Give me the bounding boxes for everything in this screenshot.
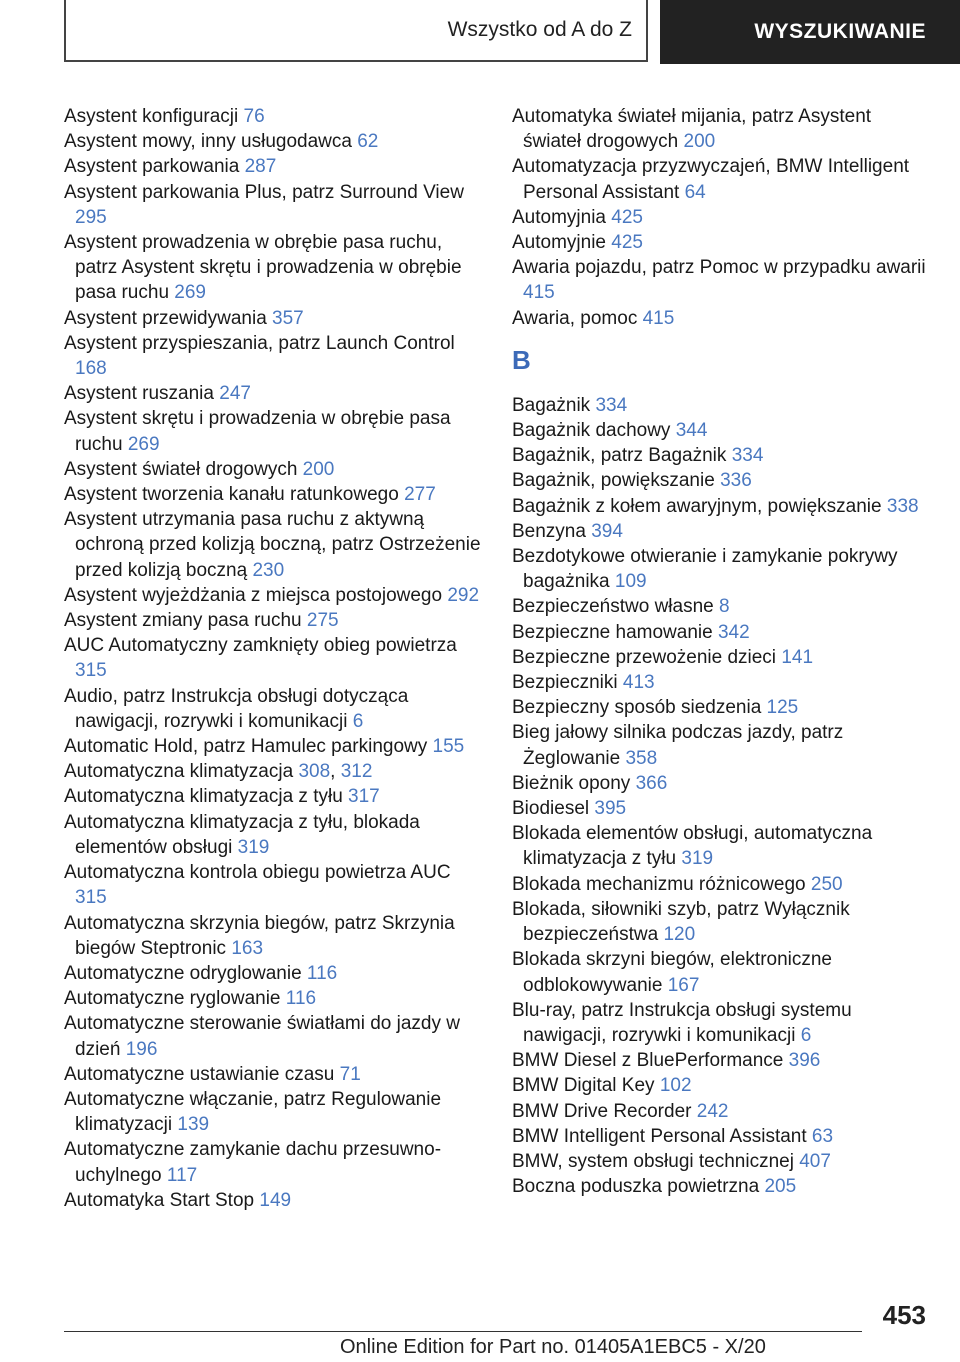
index-entry bbox=[64, 154, 482, 179]
index-entry bbox=[64, 1188, 482, 1213]
page-reference-link[interactable]: 394 bbox=[591, 520, 623, 542]
tab-section-a-z[interactable] bbox=[64, 0, 648, 62]
tab-search-label: WYSZUKIWANIE bbox=[754, 20, 926, 43]
index-entry bbox=[64, 180, 482, 230]
index-entry-label: Benzyna bbox=[512, 520, 586, 542]
page-reference-link[interactable]: 269 bbox=[174, 282, 206, 304]
index-entry-label: BMW, system obsługi technicznej bbox=[512, 1150, 794, 1172]
page-reference-link[interactable]: 319 bbox=[237, 836, 270, 858]
index-entry bbox=[64, 306, 482, 331]
index-entry-label: Awaria, pomoc bbox=[512, 307, 638, 329]
index-entry-label: Asystent mowy, inny usługodawca bbox=[64, 131, 352, 153]
index-entry-label: Bezdotykowe otwieranie i zamykanie pokrywy bagażnika bbox=[512, 546, 898, 593]
index-entry-label: Asystent parkowania bbox=[64, 156, 240, 178]
index-entry bbox=[512, 1099, 930, 1124]
index-entry bbox=[512, 494, 930, 519]
page-reference-link[interactable]: 167 bbox=[667, 974, 700, 996]
index-entry bbox=[64, 810, 482, 860]
page-reference-link[interactable]: 336 bbox=[720, 470, 752, 492]
page-reference-link[interactable]: 116 bbox=[306, 962, 338, 984]
index-entry bbox=[64, 734, 482, 759]
index-entry bbox=[64, 784, 482, 809]
page-reference-link[interactable]: 315 bbox=[75, 887, 107, 909]
page-reference-link[interactable]: 407 bbox=[799, 1150, 831, 1172]
index-entry-label: Bezpieczne hamowanie bbox=[512, 621, 713, 643]
page-reference-link[interactable]: 117 bbox=[166, 1164, 198, 1186]
index-entry bbox=[512, 104, 930, 154]
index-entry bbox=[512, 998, 930, 1048]
page-reference-link[interactable]: 357 bbox=[272, 307, 304, 329]
index-entry bbox=[512, 154, 930, 204]
index-entry bbox=[64, 1137, 482, 1187]
index-entry-label: Automatic Hold, patrz Hamulec parkingowy bbox=[64, 736, 428, 758]
page-reference-link[interactable]: 109 bbox=[614, 571, 647, 593]
page-reference-link[interactable]: 334 bbox=[595, 394, 628, 416]
page-reference-link[interactable]: 205 bbox=[764, 1176, 797, 1198]
page-reference-link[interactable]: 334 bbox=[731, 445, 764, 467]
index-entry-label: Blokada, siłowniki szyb, patrz Wyłącznik bezpieczeństwa bbox=[512, 898, 850, 946]
index-entry-label: Automatyczna klimatyzacja z tyłu, blokada elementów obsługi bbox=[64, 811, 420, 858]
index-group-a bbox=[512, 104, 930, 331]
index-entry-label: Bagażnik bbox=[512, 394, 591, 416]
page-reference-link[interactable]: 168 bbox=[75, 358, 107, 380]
index-entry-label: Automatyka świateł mijania, patrz Asystent świateł drogowych bbox=[512, 106, 872, 153]
page-reference-link[interactable]: 342 bbox=[717, 621, 750, 643]
index-entry bbox=[512, 544, 930, 594]
page-reference-link[interactable]: 396 bbox=[788, 1050, 821, 1072]
index-entry bbox=[512, 1174, 930, 1199]
index-entry bbox=[64, 608, 482, 633]
index-entry bbox=[512, 519, 930, 544]
index-entry-label: Bagażnik dachowy bbox=[512, 420, 671, 442]
page-reference-link[interactable]: 116 bbox=[285, 988, 317, 1010]
index-entry bbox=[512, 1149, 930, 1174]
page-reference-link[interactable]: 358 bbox=[625, 747, 658, 769]
tab-search-active[interactable] bbox=[660, 0, 960, 64]
index-entry-label: Automatyczne ustawianie czasu bbox=[64, 1063, 335, 1085]
page-reference-link[interactable]: 277 bbox=[404, 484, 436, 506]
page-reference-link[interactable]: 413 bbox=[622, 672, 655, 694]
index-entry bbox=[512, 306, 930, 331]
index-entry-label: Bagażnik, powiększanie bbox=[512, 470, 715, 492]
index-entry-label: Asystent zmiany pasa ruchu bbox=[64, 610, 302, 632]
index-entry-label: Audio, patrz Instrukcja obsługi dotycząca nawigacji, rozrywki i komunikacji bbox=[64, 685, 409, 732]
index-entry bbox=[64, 986, 482, 1011]
page-reference-link[interactable]: 8 bbox=[719, 596, 730, 618]
index-entry bbox=[64, 860, 482, 910]
index-entry-label: Automatyczna skrzynia biegów, patrz Skrzynia biegów Steptronic bbox=[64, 912, 455, 959]
page-header bbox=[64, 0, 960, 64]
index-entry-label: Bagażnik, patrz Bagażnik bbox=[512, 445, 727, 467]
index-entry bbox=[64, 406, 482, 456]
index-entry-label: Automatyczne zamykanie dachu przesuwno-uchylnego bbox=[64, 1139, 442, 1186]
page-reference-link[interactable]: 149 bbox=[259, 1189, 292, 1211]
index-entry bbox=[512, 796, 930, 821]
index-entry bbox=[512, 255, 930, 305]
index-entry-label: Automatyczna kontrola obiegu powietrza AUC bbox=[64, 862, 451, 884]
index-entry bbox=[512, 393, 930, 418]
index-entry-label: Automatyka Start Stop bbox=[64, 1189, 255, 1211]
index-entry bbox=[512, 1073, 930, 1098]
page-reference-link[interactable]: 247 bbox=[219, 383, 251, 405]
page-reference-link[interactable]: 308 bbox=[298, 761, 331, 783]
tab-section-label: Wszystko od A do Z bbox=[447, 18, 632, 41]
index-entry bbox=[512, 594, 930, 619]
index-entry-label: Asystent utrzymania pasa ruchu z aktywną ochroną przed kolizją boczną, patrz Ostrzeżenie przed kolizją boczną bbox=[64, 509, 481, 581]
index-entry-label: Bezpieczny sposób siedzenia bbox=[512, 697, 762, 719]
index-entry bbox=[512, 1124, 930, 1149]
index-entry bbox=[512, 897, 930, 947]
index-entry bbox=[512, 418, 930, 443]
index-entry bbox=[512, 1048, 930, 1073]
page-reference-link[interactable]: 196 bbox=[125, 1038, 158, 1060]
index-entry-label: Blokada mechanizmu różnicowego bbox=[512, 873, 806, 895]
page-reference-link[interactable]: 395 bbox=[594, 798, 627, 820]
footer-edition: Online Edition for Part no. 01405A1EBC5 - X/20 bbox=[340, 1336, 766, 1358]
page-reference-link[interactable]: 425 bbox=[611, 206, 643, 228]
page-reference-link[interactable]: 292 bbox=[447, 584, 480, 606]
index-entry-label: BMW Drive Recorder bbox=[512, 1100, 692, 1122]
page-reference-link[interactable]: 200 bbox=[683, 131, 716, 153]
index-entry-label: Asystent świateł drogowych bbox=[64, 458, 298, 480]
page-reference-link[interactable]: 71 bbox=[339, 1063, 361, 1085]
page-reference-link[interactable]: 63 bbox=[811, 1125, 834, 1147]
page-reference-link[interactable]: 250 bbox=[810, 873, 843, 895]
page-reference-link[interactable]: 64 bbox=[684, 181, 706, 203]
page-number: 453 bbox=[882, 1300, 926, 1330]
index-entry bbox=[64, 129, 482, 154]
page-reference-link[interactable]: 275 bbox=[306, 610, 339, 632]
index-entry bbox=[64, 507, 482, 583]
index-entry bbox=[64, 482, 482, 507]
section-letter-b: B bbox=[512, 344, 531, 375]
index-entry-label: Boczna poduszka powietrzna bbox=[512, 1176, 760, 1198]
index-entry bbox=[64, 104, 482, 129]
index-entry-label: Automatyzacja przyzwyczajeń, BMW Intelligent Personal Assistant bbox=[512, 156, 910, 203]
index-entry bbox=[64, 684, 482, 734]
page-reference-link[interactable]: 315 bbox=[75, 660, 107, 682]
index-entry-label: Awaria pojazdu, patrz Pomoc w przypadku awarii bbox=[512, 257, 926, 279]
index-entry-label: AUC Automatyczny zamknięty obieg powietrza bbox=[64, 635, 457, 657]
index-entry: Automatyczna klimatyzacja 308, 312 bbox=[64, 761, 373, 783]
index-entry-label: Blokada skrzyni biegów, elektroniczne odblokowywanie bbox=[512, 949, 833, 996]
index-entry-label: Asystent prowadzenia w obrębie pasa ruchu, patrz Asystent skrętu i prowadzenia w obrębie pasa ruchu bbox=[64, 232, 462, 304]
index-column-right bbox=[512, 104, 930, 1199]
index-entry bbox=[64, 1062, 482, 1087]
index-entry-label: Automyjnia bbox=[512, 206, 606, 228]
page-reference-link[interactable]: 76 bbox=[243, 106, 265, 127]
index-entry-label: Bagażnik z kołem awaryjnym, powiększanie bbox=[512, 495, 882, 517]
index-entry bbox=[64, 911, 482, 961]
index-entry bbox=[512, 821, 930, 871]
index-entry bbox=[512, 771, 930, 796]
page-reference-link[interactable]: 317 bbox=[348, 786, 380, 808]
index-entry bbox=[512, 205, 930, 230]
index-entry-label: Asystent konfiguracji bbox=[64, 106, 239, 127]
page-reference-link[interactable]: 139 bbox=[177, 1114, 210, 1136]
page-reference-link[interactable]: 141 bbox=[781, 646, 814, 668]
index-entry bbox=[512, 645, 930, 670]
index-entry bbox=[512, 872, 930, 897]
index-entry-label: Bieg jałowy silnika podczas jazdy, patrz Żeglowanie bbox=[512, 722, 844, 769]
index-entry bbox=[512, 695, 930, 720]
index-group-b bbox=[512, 393, 930, 1200]
index-entry-label: Asystent przewidywania bbox=[64, 307, 267, 329]
index-entry bbox=[512, 620, 930, 645]
index-entry-label: Bezpieczne przewożenie dzieci bbox=[512, 646, 777, 668]
index-entry bbox=[512, 947, 930, 997]
page-reference-link[interactable]: 344 bbox=[675, 420, 708, 442]
page-reference-link[interactable]: 425 bbox=[611, 232, 643, 254]
page-reference-link[interactable]: 163 bbox=[231, 937, 264, 959]
index-entry-label: Automyjnie bbox=[512, 232, 606, 254]
page-reference-link[interactable]: 6 bbox=[800, 1024, 812, 1046]
index-entry bbox=[512, 720, 930, 770]
index-entry-label: Asystent wyjeżdżania z miejsca postojowego bbox=[64, 584, 443, 606]
page-reference-link[interactable]: 338 bbox=[886, 495, 919, 517]
index-entry bbox=[512, 230, 930, 255]
index-entry-label: Automatyczna klimatyzacja z tyłu bbox=[64, 786, 343, 808]
index-entry-label: Asystent ruszania bbox=[64, 383, 214, 405]
index-entry-label: Automatyczne ryglowanie bbox=[64, 988, 281, 1010]
index-entry bbox=[512, 468, 930, 493]
index-entry bbox=[64, 633, 482, 683]
page-reference-link[interactable]: 125 bbox=[766, 697, 799, 719]
page-reference-link[interactable]: 415 bbox=[523, 282, 555, 304]
page-reference-link[interactable]: 312 bbox=[340, 761, 373, 783]
index-entry-label: BMW Diesel z BluePerformance bbox=[512, 1050, 784, 1072]
index-entry-label: Bezpieczniki bbox=[512, 672, 618, 694]
index-entry-label: Asystent parkowania Plus, patrz Surround View bbox=[64, 181, 464, 203]
page-reference-link[interactable]: 6 bbox=[352, 710, 364, 732]
index-entry bbox=[512, 670, 930, 695]
page-reference-link[interactable]: 242 bbox=[696, 1100, 729, 1122]
index-entry-label: BMW Intelligent Personal Assistant bbox=[512, 1125, 807, 1147]
index-entry-label: Asystent tworzenia kanału ratunkowego bbox=[64, 484, 399, 506]
index-entry bbox=[512, 443, 930, 468]
page-reference-link[interactable]: 366 bbox=[635, 772, 668, 794]
page-reference-link[interactable]: 102 bbox=[659, 1075, 692, 1097]
index-entry-label: Bezpieczeństwo własne bbox=[512, 596, 714, 618]
index-entry bbox=[64, 457, 482, 482]
page-reference-link[interactable]: 155 bbox=[432, 736, 465, 758]
index-entry bbox=[64, 331, 482, 381]
index-entry-label: Blu-ray, patrz Instrukcja obsługi systemu nawigacji, rozrywki i komunikacji bbox=[512, 999, 852, 1046]
index-entry-label: BMW Digital Key bbox=[512, 1075, 655, 1097]
index-entry-label: Asystent skrętu i prowadzenia w obrębie pasa ruchu bbox=[64, 408, 451, 455]
index-entry-label: Bieżnik opony bbox=[512, 772, 631, 794]
page-reference-link[interactable]: 319 bbox=[681, 848, 714, 870]
page-reference-link[interactable]: 287 bbox=[244, 156, 277, 178]
index-entry-label: Automatyczne sterowanie światłami do jazdy w dzień bbox=[64, 1013, 461, 1060]
page-reference-link[interactable]: 230 bbox=[252, 559, 285, 581]
page-reference-link[interactable]: 200 bbox=[302, 458, 335, 480]
index-entry-label: Blokada elementów obsługi, automatyczna klimatyzacja z tyłu bbox=[512, 823, 873, 870]
index-entry-label: Asystent przyspieszania, patrz Launch Control bbox=[64, 332, 455, 354]
index-entry-label: Biodiesel bbox=[512, 798, 590, 820]
index-entry bbox=[64, 583, 482, 608]
page-reference-link[interactable]: 269 bbox=[127, 433, 160, 455]
index-entry-label: Automatyczne odryglowanie bbox=[64, 962, 302, 984]
page-reference-link[interactable]: 120 bbox=[663, 924, 696, 946]
page-reference-link[interactable]: 62 bbox=[357, 131, 379, 153]
page-reference-link[interactable]: 295 bbox=[75, 206, 107, 228]
index-column-left bbox=[64, 104, 482, 1213]
index-entry bbox=[64, 961, 482, 986]
page-reference-link[interactable]: 415 bbox=[642, 307, 675, 329]
index-entry-label: Automatyczne włączanie, patrz Regulowanie klimatyzacji bbox=[64, 1088, 442, 1136]
index-entry bbox=[64, 1011, 482, 1061]
index-entry bbox=[64, 1087, 482, 1137]
index-entry bbox=[64, 381, 482, 406]
index-entry-label: Automatyczna klimatyzacja bbox=[64, 761, 294, 783]
index-entry bbox=[64, 230, 482, 306]
footer-divider bbox=[64, 1331, 862, 1332]
